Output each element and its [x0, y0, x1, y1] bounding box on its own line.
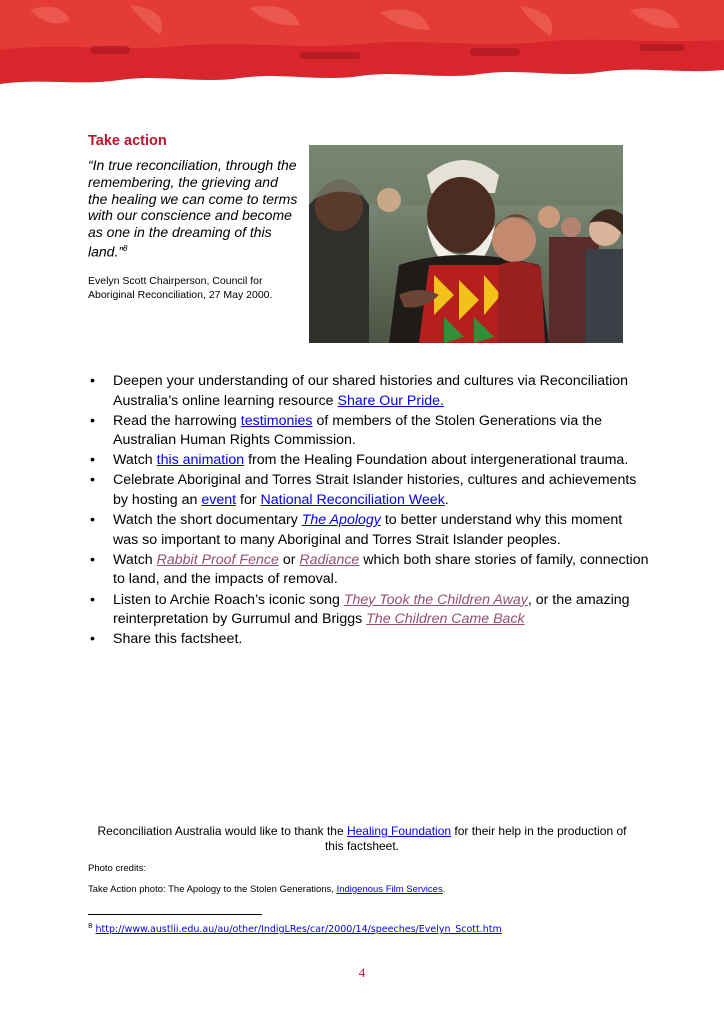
action-list — [90, 372, 650, 650]
acknowledgement: Reconciliation Australia would like to thank the Healing Foundation for their help in the production of this factsheet. — [97, 824, 627, 853]
footnote-link[interactable]: http://www.austlii.edu.au/au/other/IndigLRes/car/2000/14/speeches/Evelyn_Scott.htm — [95, 924, 502, 936]
link-the-children-came-back[interactable]: The Children Came Back — [366, 611, 525, 628]
quote — [88, 157, 298, 260]
list-item: • Deepen your understanding of our shared histories and cultures via Reconciliation Australia’s online learning resource Share Our Pride. — [90, 373, 628, 409]
bullet-icon: • — [90, 631, 95, 648]
bullet-icon: • — [90, 452, 95, 469]
take-action-photo — [309, 145, 623, 343]
link-indigenous-film-services[interactable]: Indigenous Film Services — [336, 884, 443, 895]
list-item: • Watch Rabbit Proof Fence or Radiance which both share stories of family, connection to land, and the impacts of removal. — [90, 551, 649, 588]
list-item: • Watch the short documentary The Apology to better understand why this moment was so important to many Aboriginal and Torres Strait Islander peoples. — [90, 512, 623, 548]
link-healing-foundation[interactable]: Healing Foundation — [346, 824, 452, 838]
quote-footnote-ref[interactable]: 8 — [123, 243, 128, 253]
list-item: • Watch this animation from the Healing Foundation about intergenerational trauma. — [90, 451, 650, 471]
list-item: • Read the harrowing testimonies of members of the Stolen Generations via the Australian Human Rights Commission. — [90, 412, 602, 449]
bullet-icon: • — [90, 591, 95, 608]
link-the-apology[interactable]: The Apology — [301, 512, 381, 529]
bullet-icon: • — [90, 412, 95, 429]
bullet-icon: • — [90, 512, 95, 529]
page-number: 4 — [358, 965, 366, 980]
link-event[interactable]: event — [201, 492, 237, 509]
link-radiance[interactable]: Radiance — [299, 551, 360, 568]
bullet-icon: • — [90, 551, 95, 568]
link-they-took-the-children-away[interactable]: They Took the Children Away — [343, 591, 528, 608]
link-testimonies[interactable]: testimonies — [240, 412, 313, 429]
link-national-reconciliation-week[interactable]: National Reconciliation Week — [260, 492, 445, 509]
header-banner — [0, 0, 724, 100]
list-item: • Listen to Archie Roach’s iconic song They Took the Children Away, or the amazing reinterpretation by Gurrumul and Briggs The Children Came Back — [90, 591, 630, 628]
footnote-number: 8 — [88, 922, 93, 930]
bullet-icon: • — [90, 472, 95, 489]
photo-credit: Take Action photo: The Apology to the Stolen Generations, Indigenous Film Services. — [88, 884, 446, 895]
footnote — [88, 922, 502, 935]
quote-text: “In true reconciliation, through the remembering, the grieving and the healing we can come to terms with our conscience and become as one in the dreaming of this land.” — [88, 157, 298, 260]
list-item: • Share this factsheet. — [90, 630, 650, 650]
photo-credits-label: Photo credits: — [88, 863, 147, 874]
link-share-our-pride[interactable]: Share Our Pride. — [337, 392, 444, 409]
bullet-icon: • — [90, 373, 95, 389]
quote-attribution: Evelyn Scott Chairperson, Council for Aboriginal Reconciliation, 27 May 2000. — [88, 275, 273, 301]
list-item: • Celebrate Aboriginal and Torres Strait Islander histories, cultures and achievements by hosting an event for National Reconciliation Week. — [90, 472, 637, 509]
link-rabbit-proof-fence[interactable]: Rabbit Proof Fence — [156, 551, 279, 568]
footnote-divider — [88, 914, 262, 915]
link-this-animation[interactable]: this animation — [156, 452, 245, 469]
section-heading: Take action — [88, 133, 167, 149]
